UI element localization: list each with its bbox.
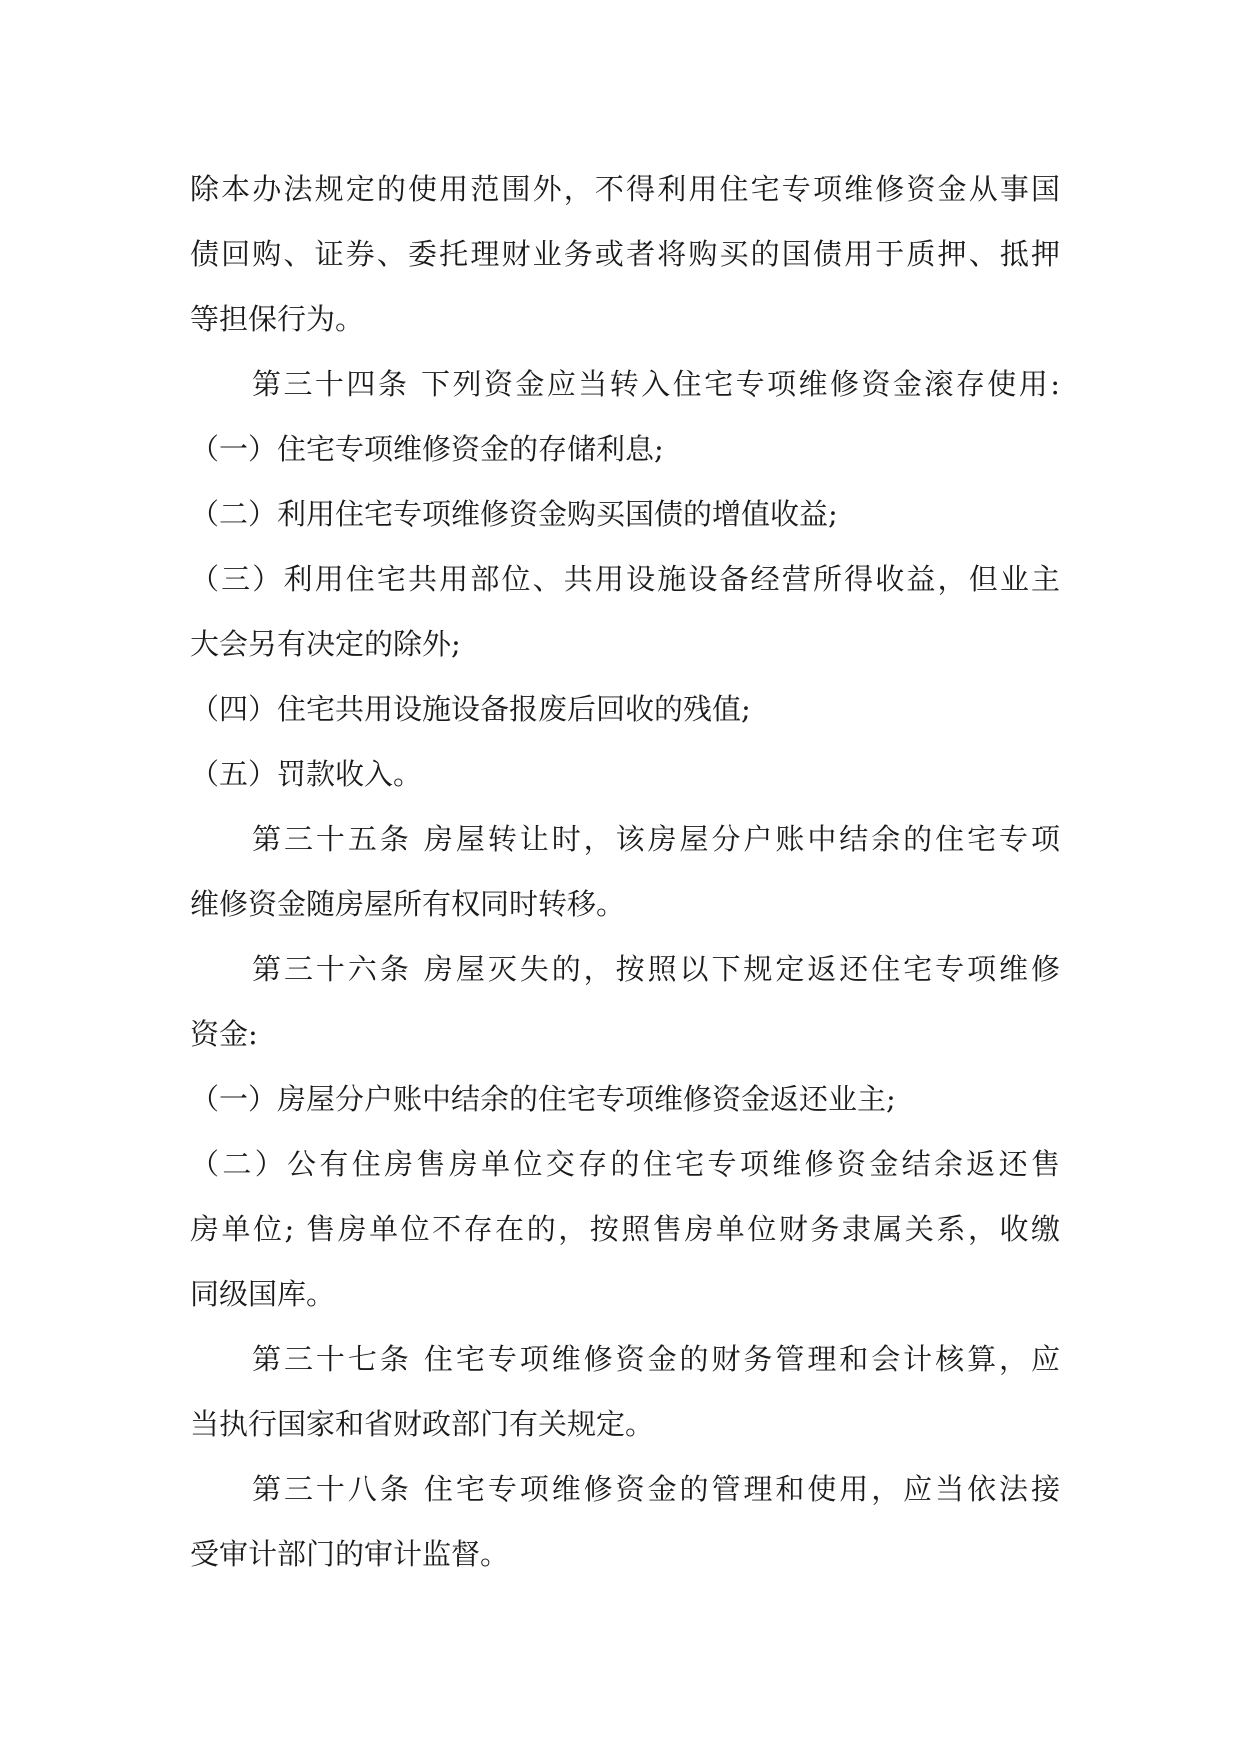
list-item: （三）利用住宅共用部位、共用设施设备经营所得收益，但业主 [190,562,1060,596]
text-line: 大会另有决定的除外; [190,627,461,661]
list-item: （五）罚款收入。 [190,757,423,791]
article-36-heading: 第三十六条 房屋灭失的，按照以下规定返还住宅专项维修 [252,952,1060,986]
text-line: 除本办法规定的使用范围外，不得利用住宅专项维修资金从事国 [190,172,1060,206]
list-item: （一）房屋分户账中结余的住宅专项维修资金返还业主; [190,1082,896,1116]
document-body [190,157,1060,1587]
text-line: 资金: [190,1017,258,1051]
article-35-heading: 第三十五条 房屋转让时，该房屋分户账中结余的住宅专项 [252,822,1060,856]
text-line: 受审计部门的审计监督。 [190,1537,510,1571]
list-item: （一）住宅专项维修资金的存储利息; [190,432,664,466]
text-line: 债回购、证券、委托理财业务或者将购买的国债用于质押、抵押 [190,237,1060,271]
article-34-heading: 第三十四条 下列资金应当转入住宅专项维修资金滚存使用: [252,367,1060,401]
text-line: 当执行国家和省财政部门有关规定。 [190,1407,655,1441]
article-38-heading: 第三十八条 住宅专项维修资金的管理和使用，应当依法接 [252,1472,1060,1506]
text-line: 等担保行为。 [190,302,365,336]
list-item: （二）利用住宅专项维修资金购买国债的增值收益; [190,497,838,531]
text-line: 房单位; 售房单位不存在的，按照售房单位财务隶属关系，收缴 [190,1212,1060,1246]
text-line: 同级国库。 [190,1277,336,1311]
list-item: （二）公有住房售房单位交存的住宅专项维修资金结余返还售 [190,1147,1060,1181]
article-37-heading: 第三十七条 住宅专项维修资金的财务管理和会计核算，应 [252,1342,1060,1376]
list-item: （四）住宅共用设施设备报废后回收的残值; [190,692,751,726]
text-line: 维修资金随房屋所有权同时转移。 [190,887,626,921]
